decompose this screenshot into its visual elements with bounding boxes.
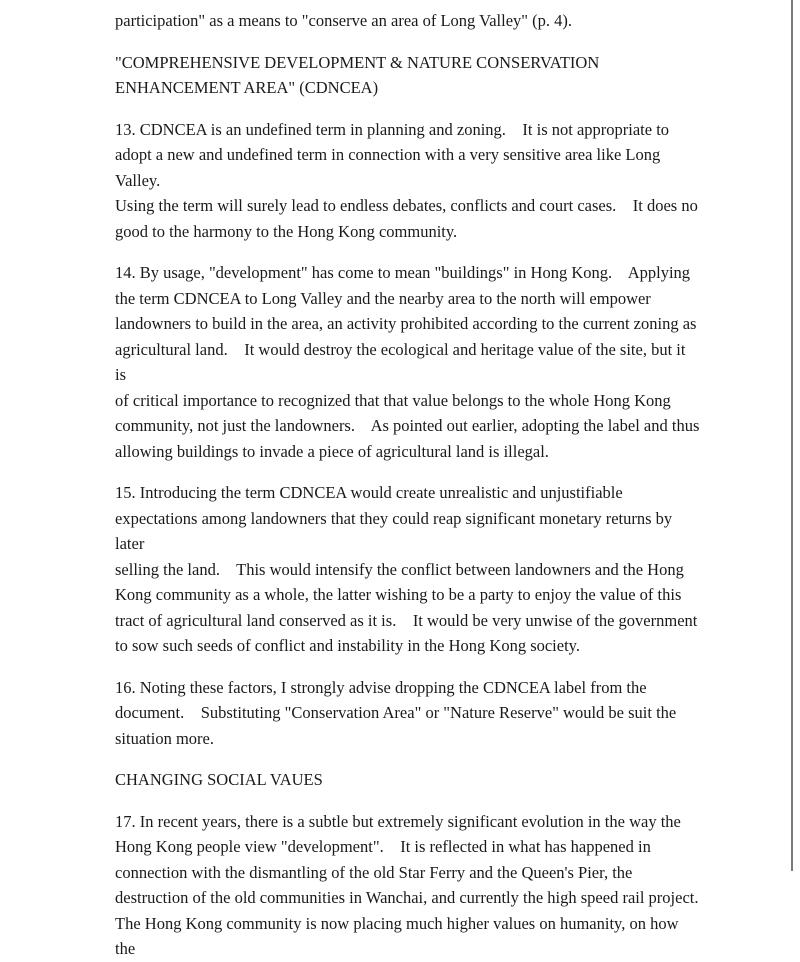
text-line: "COMPREHENSIVE DEVELOPMENT & NATURE CONSERVATION xyxy=(115,52,600,72)
text-line: 16. Noting these factors, I strongly advise dropping the CDNCEA label from the xyxy=(115,677,647,697)
text-line: landowners to build in the area, an activity prohibited according to the current zoning as xyxy=(115,314,697,333)
text-line: CHANGING SOCIAL VAUES xyxy=(115,770,323,789)
text-line: ENHANCEMENT AREA" (CDNCEA) xyxy=(115,78,379,97)
text-line: 13. CDNCEA is an undefined term in planning and zoning. It is not appropriate to xyxy=(115,119,670,139)
text-line: allowing buildings to invade a piece of agricultural land is illegal. xyxy=(115,441,549,461)
text-line: expectations among landowners that they could reap significant monetary returns by later xyxy=(115,508,677,553)
text-line: connection with the dismantling of the old Star Ferry and the Queen's Pier, the xyxy=(115,862,633,882)
page-right-border xyxy=(791,0,793,871)
text-line: 15. Introducing the term CDNCEA would create unrealistic and unjustifiable xyxy=(115,483,623,502)
paragraph-13 xyxy=(115,117,700,245)
text-line: Using the term will surely lead to endless debates, conflicts and court cases. It does no xyxy=(115,196,698,215)
text-line: community, not just the landowners. As pointed out earlier, adopting the label and thus xyxy=(115,416,700,435)
text-line: the term CDNCEA to Long Valley and the nearby area to the north will empower xyxy=(115,288,651,308)
paragraph-intro-fragment xyxy=(115,8,700,34)
text-line: 14. By usage, "development" has come to mean "buildings" in Hong Kong. Applying xyxy=(115,263,691,282)
text-line: selling the land. This would intensify the conflict between landowners and the Hong xyxy=(115,559,684,579)
text-line: situation more. xyxy=(115,728,214,748)
paragraph-14 xyxy=(115,260,700,464)
text-line: destruction of the old communities in Wanchai, and currently the high speed rail project. xyxy=(115,888,699,907)
text-line: adopt a new and undefined term in connection with a very sensitive area like Long Valley. xyxy=(115,145,665,190)
section-heading-changing-social-vaues xyxy=(115,767,700,793)
paragraph-16 xyxy=(115,675,700,752)
text-line: The Hong Kong community is now placing much higher values on humanity, on how the xyxy=(115,913,683,958)
text-line: tract of agricultural land conserved as it is. It would be very unwise of the government xyxy=(115,610,698,630)
text-line: Kong community as a whole, the latter wishing to be a party to enjoy the value of this xyxy=(115,585,682,604)
text-line: to sow such seeds of conflict and instability in the Hong Kong society. xyxy=(115,636,580,655)
paragraph-15 xyxy=(115,480,700,659)
paragraph-17 xyxy=(115,809,700,962)
text-line: Hong Kong people view "development". It is reflected in what has happened in xyxy=(115,837,651,856)
text-line: agricultural land. It would destroy the ecological and heritage value of the site, but it is xyxy=(115,339,690,384)
text-line: document. Substituting "Conservation Area" or "Nature Reserve" would be suit the xyxy=(115,703,677,722)
text-line: of critical importance to recognized that that value belongs to the whole Hong Kong xyxy=(115,390,671,410)
text-line: good to the harmony to the Hong Kong community. xyxy=(115,221,458,241)
text-line: participation" as a means to "conserve an area of Long Valley" (p. 4). xyxy=(115,11,572,30)
text-line: 17. In recent years, there is a subtle but extremely significant evolution in the way the xyxy=(115,811,681,831)
section-heading-cdncea xyxy=(115,50,700,101)
